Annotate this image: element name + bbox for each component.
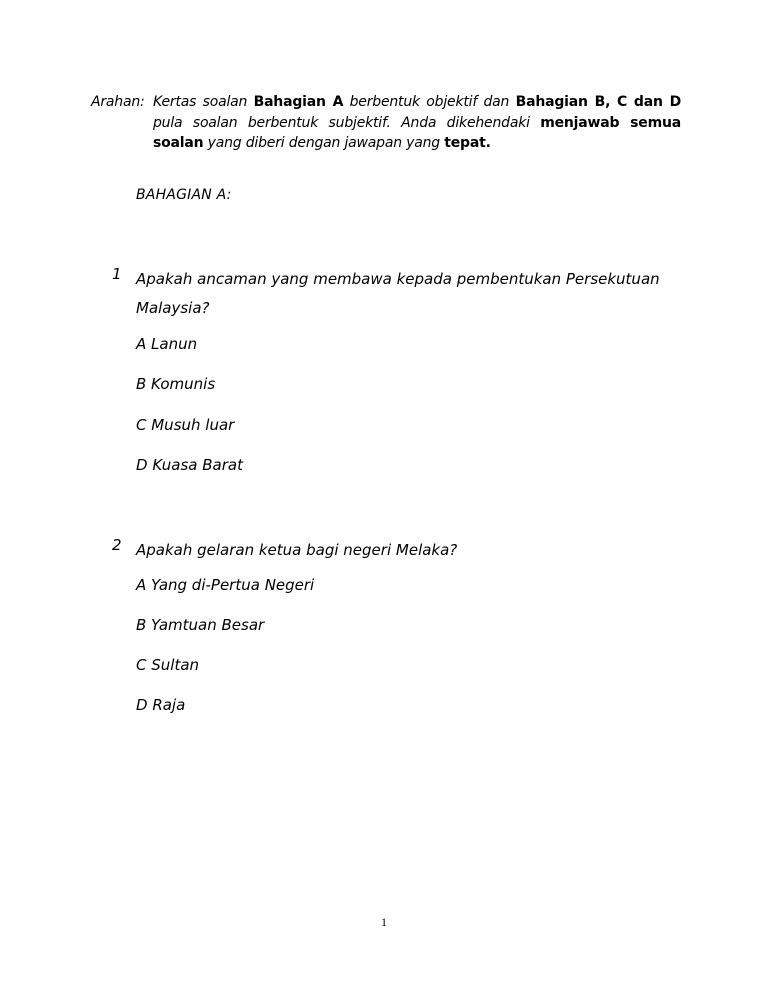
instructions-text-part-4: yang diberi dengan jawapan yang: [203, 135, 445, 151]
instructions-text-part-1: Kertas soalan: [153, 94, 254, 110]
question-1-option-b: B Komunis: [136, 375, 216, 393]
question-1-option-c: C Musuh luar: [136, 416, 235, 434]
instructions-text: [153, 92, 681, 154]
question-text: Apakah gelaran ketua bagi negeri Melaka?: [136, 541, 458, 559]
question-number: 2: [112, 536, 122, 554]
question-2-option-c: C Sultan: [136, 656, 200, 674]
instructions-text-part-3: pula soalan berbentuk subjektif. Anda dikehendaki: [153, 114, 541, 131]
question-2-option-a: A Yang di-Pertua Negeri: [136, 576, 315, 594]
question-2-option-d: D Raja: [136, 696, 186, 714]
page-number: 1: [381, 915, 387, 929]
instructions-label: Arahan:: [91, 94, 145, 110]
question-text: Apakah ancaman yang membawa kepada pembentukan Persekutuan Malaysia?: [136, 270, 660, 317]
instructions-text-part-2: berbentuk objektif dan: [343, 94, 516, 110]
instructions-bold-correct: tepat.: [444, 135, 491, 151]
question-2-option-b: B Yamtuan Besar: [136, 616, 265, 634]
instructions-bold-sections-bcd: Bahagian B, C dan D: [515, 94, 681, 110]
section-title: BAHAGIAN A:: [136, 187, 232, 203]
question-1-option-a: A Lanun: [136, 335, 198, 353]
instructions-bold-answer-all: menjawab semua soalan: [153, 114, 681, 151]
instructions-block: [91, 92, 681, 154]
instructions-bold-section-a: Bahagian A: [253, 94, 344, 110]
question-number: 1: [112, 265, 122, 283]
question-1-option-d: D Kuasa Barat: [136, 456, 243, 474]
